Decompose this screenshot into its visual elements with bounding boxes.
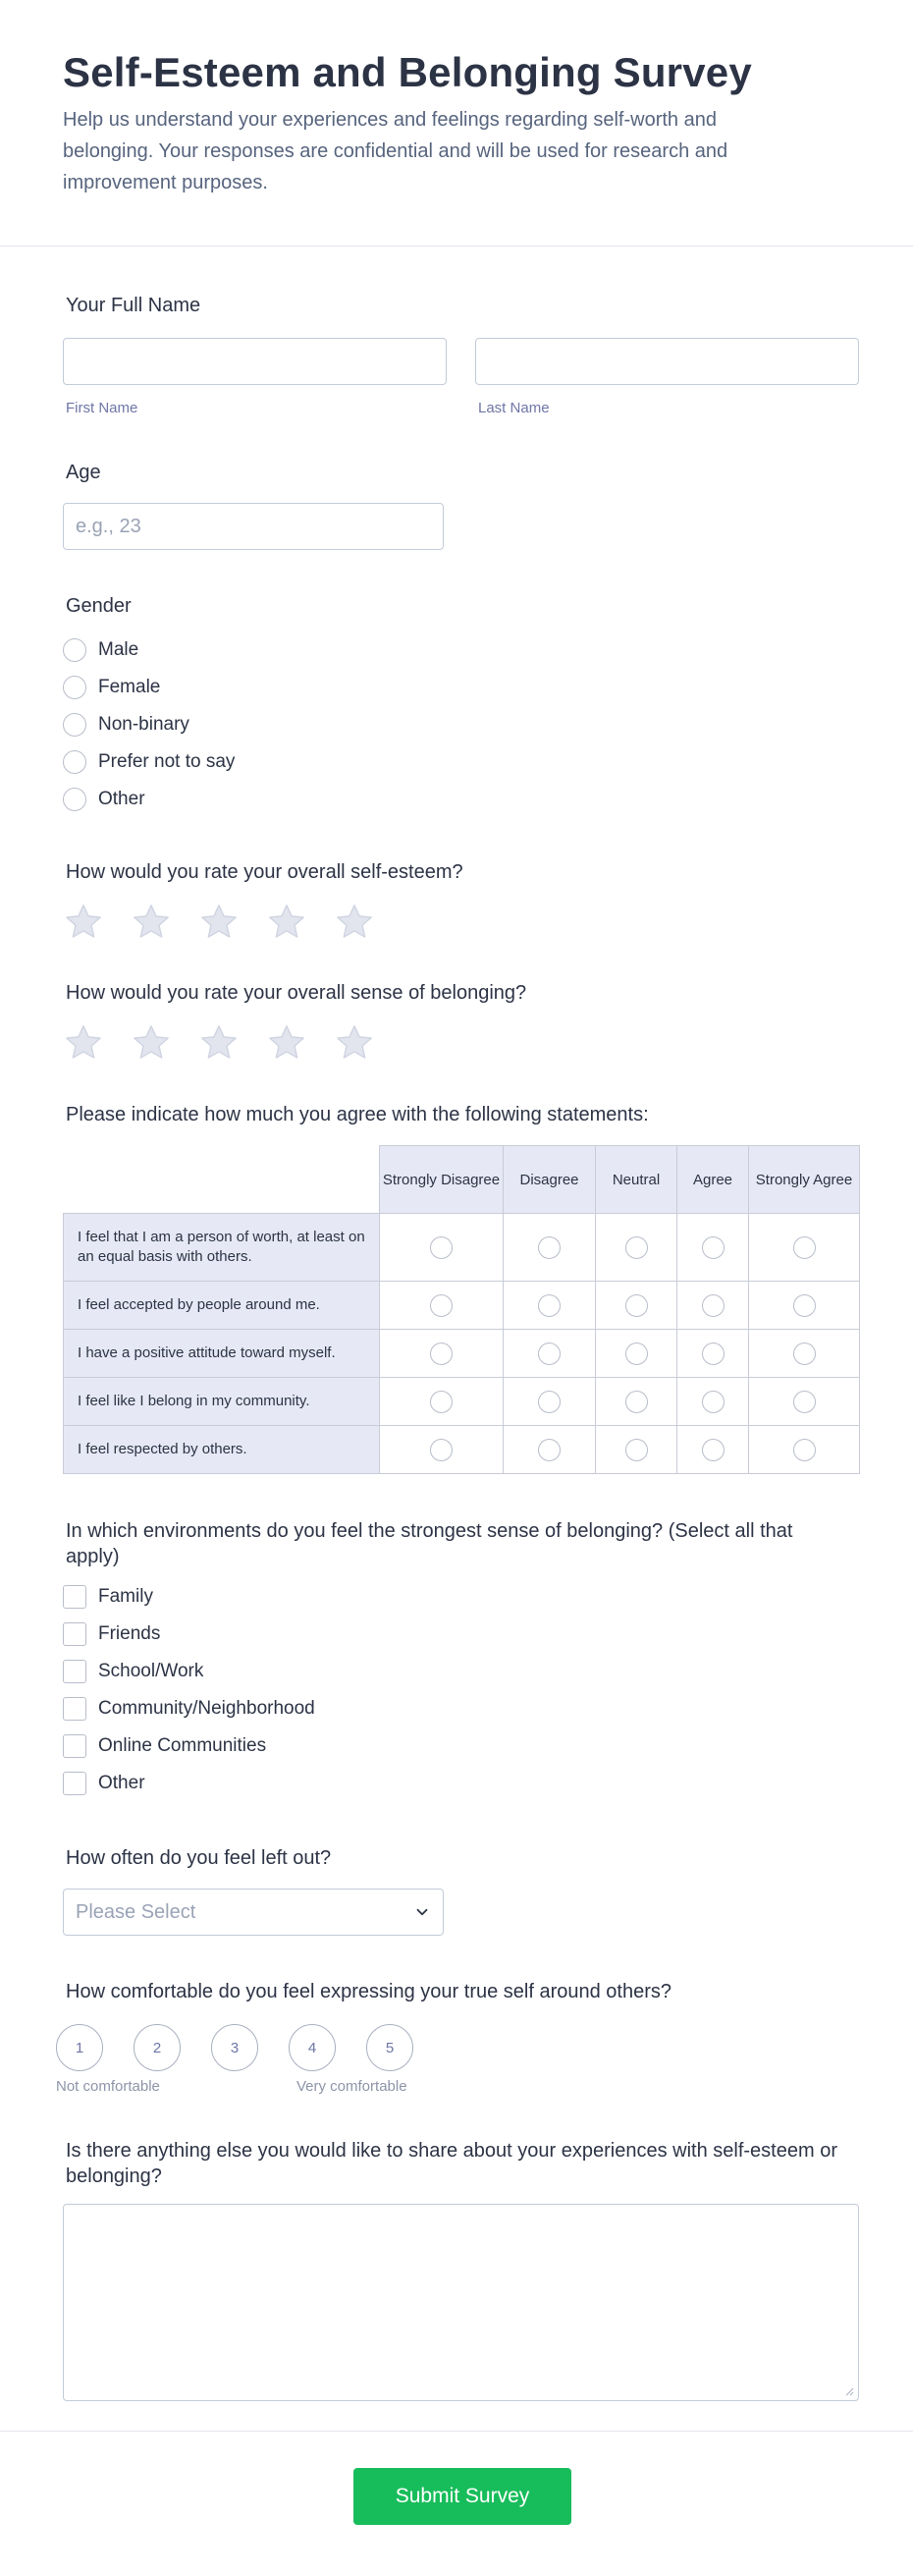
matrix-col-header: Strongly Agree: [749, 1146, 860, 1214]
form-header: [0, 0, 913, 247]
matrix-radio[interactable]: [702, 1236, 725, 1259]
belonging-rating-label: How would you rate your overall sense of belonging?: [66, 982, 527, 1004]
self-esteem-rating-label: How would you rate your overall self-esteem?: [66, 861, 463, 883]
matrix-radio[interactable]: [702, 1294, 725, 1317]
first-name-input[interactable]: [63, 338, 447, 385]
star-icon[interactable]: [198, 1022, 240, 1064]
matrix-statement: I feel respected by others.: [64, 1426, 380, 1474]
gender-option-male[interactable]: [63, 635, 138, 665]
matrix-statement: I feel accepted by people around me.: [64, 1282, 380, 1330]
environment-option-label: Other: [98, 1773, 145, 1793]
matrix-radio[interactable]: [538, 1439, 561, 1461]
left-out-label: How often do you feel left out?: [66, 1847, 332, 1869]
resize-handle-icon[interactable]: [844, 2386, 854, 2396]
matrix-radio[interactable]: [625, 1439, 648, 1461]
scale-option-2[interactable]: 2: [134, 2024, 181, 2071]
matrix-statement: I feel that I am a person of worth, at least on an equal basis with others.: [64, 1214, 380, 1282]
matrix-radio[interactable]: [793, 1391, 816, 1413]
gender-option-label: Prefer not to say: [98, 751, 236, 772]
matrix-radio[interactable]: [793, 1343, 816, 1365]
gender-option-non-binary[interactable]: [63, 710, 189, 740]
matrix-row: [64, 1330, 860, 1378]
matrix-radio[interactable]: [430, 1236, 453, 1259]
select-value: Please Select: [76, 1900, 196, 1923]
checkbox[interactable]: [63, 1734, 86, 1758]
star-icon[interactable]: [131, 1022, 172, 1064]
checkbox[interactable]: [63, 1697, 86, 1721]
radio-button[interactable]: [63, 713, 86, 737]
age-label: Age: [66, 462, 101, 483]
checkbox[interactable]: [63, 1772, 86, 1795]
radio-button[interactable]: [63, 676, 86, 699]
submit-button[interactable]: Submit Survey: [353, 2468, 571, 2525]
self-esteem-star-rating: [63, 902, 402, 943]
environment-option-label: Online Communities: [98, 1735, 267, 1756]
scale-option-5[interactable]: 5: [366, 2024, 413, 2071]
first-name-sublabel: First Name: [66, 400, 138, 416]
matrix-radio[interactable]: [625, 1391, 648, 1413]
scale-max-caption: Very comfortable: [296, 2078, 407, 2095]
matrix-radio[interactable]: [625, 1236, 648, 1259]
matrix-statement: I have a positive attitude toward myself.: [64, 1330, 380, 1378]
page-title: Self-Esteem and Belonging Survey: [63, 49, 752, 95]
matrix-radio[interactable]: [430, 1439, 453, 1461]
environment-option-school-work[interactable]: [63, 1657, 203, 1686]
last-name-input[interactable]: [475, 338, 859, 385]
matrix-col-header: Strongly Disagree: [380, 1146, 504, 1214]
gender-option-other[interactable]: [63, 785, 145, 814]
matrix-corner: [64, 1146, 380, 1214]
matrix-row: [64, 1214, 860, 1282]
environment-option-online[interactable]: [63, 1731, 266, 1761]
star-icon[interactable]: [198, 902, 240, 943]
gender-option-prefer-not[interactable]: [63, 747, 235, 777]
star-icon[interactable]: [266, 902, 307, 943]
matrix-radio[interactable]: [538, 1236, 561, 1259]
gender-option-label: Female: [98, 677, 161, 697]
radio-button[interactable]: [63, 638, 86, 662]
environment-option-label: Community/Neighborhood: [98, 1698, 315, 1719]
matrix-radio[interactable]: [702, 1391, 725, 1413]
matrix-radio[interactable]: [793, 1294, 816, 1317]
scale-option-1[interactable]: 1: [56, 2024, 103, 2071]
environments-label: In which environments do you feel the strongest sense of belonging? (Select all that apply): [66, 1520, 793, 1567]
environment-option-other[interactable]: [63, 1769, 145, 1798]
environment-option-label: Friends: [98, 1623, 161, 1644]
environment-option-friends[interactable]: [63, 1619, 160, 1649]
matrix-label: Please indicate how much you agree with the following statements:: [66, 1104, 649, 1125]
matrix-col-header: Neutral: [596, 1146, 677, 1214]
last-name-sublabel: Last Name: [478, 400, 550, 416]
checkbox[interactable]: [63, 1585, 86, 1609]
star-icon[interactable]: [63, 902, 104, 943]
matrix-radio[interactable]: [538, 1343, 561, 1365]
matrix-radio[interactable]: [625, 1294, 648, 1317]
environment-option-family[interactable]: [63, 1582, 153, 1612]
scale-min-caption: Not comfortable: [56, 2078, 160, 2095]
matrix-col-header: Disagree: [504, 1146, 596, 1214]
environment-option-label: Family: [98, 1586, 153, 1607]
agreement-matrix: [63, 1145, 860, 1474]
full-name-label: Your Full Name: [66, 295, 201, 316]
star-icon[interactable]: [63, 1022, 104, 1064]
scale-option-3[interactable]: 3: [211, 2024, 258, 2071]
gender-option-female[interactable]: [63, 673, 160, 702]
matrix-radio[interactable]: [430, 1294, 453, 1317]
matrix-row: [64, 1426, 860, 1474]
comments-label: Is there anything else you would like to share about your experiences with self-esteem or belonging?: [66, 2140, 837, 2187]
matrix-radio[interactable]: [538, 1391, 561, 1413]
star-icon[interactable]: [334, 1022, 375, 1064]
comments-textarea[interactable]: [63, 2204, 859, 2401]
left-out-select[interactable]: [63, 1889, 444, 1936]
matrix-radio[interactable]: [430, 1391, 453, 1413]
comfort-label: How comfortable do you feel expressing your true self around others?: [66, 1981, 672, 2002]
matrix-statement: I feel like I belong in my community.: [64, 1378, 380, 1426]
matrix-row: [64, 1282, 860, 1330]
radio-button[interactable]: [63, 750, 86, 774]
belonging-star-rating: [63, 1022, 402, 1064]
gender-option-label: Non-binary: [98, 714, 189, 735]
star-icon[interactable]: [266, 1022, 307, 1064]
matrix-radio[interactable]: [793, 1236, 816, 1259]
matrix-col-header: Agree: [677, 1146, 749, 1214]
matrix-radio[interactable]: [702, 1439, 725, 1461]
matrix-radio[interactable]: [625, 1343, 648, 1365]
gender-option-label: Other: [98, 789, 145, 809]
environment-option-community[interactable]: [63, 1694, 315, 1724]
matrix-row: [64, 1378, 860, 1426]
radio-button[interactable]: [63, 788, 86, 811]
star-icon[interactable]: [334, 902, 375, 943]
matrix-radio[interactable]: [430, 1343, 453, 1365]
star-icon[interactable]: [131, 902, 172, 943]
chevron-down-icon: [413, 1903, 431, 1921]
page-subtitle: Help us understand your experiences and feelings regarding self-worth and belonging. Your responses are confidential and will be used for research and improvement purposes.: [63, 109, 728, 193]
gender-option-label: Male: [98, 639, 139, 660]
matrix-radio[interactable]: [793, 1439, 816, 1461]
matrix-radio[interactable]: [702, 1343, 725, 1365]
matrix-radio[interactable]: [538, 1294, 561, 1317]
scale-option-4[interactable]: 4: [289, 2024, 336, 2071]
age-input[interactable]: [63, 503, 444, 550]
checkbox[interactable]: [63, 1622, 86, 1646]
checkbox[interactable]: [63, 1660, 86, 1683]
environment-option-label: School/Work: [98, 1661, 204, 1681]
gender-label: Gender: [66, 595, 132, 617]
